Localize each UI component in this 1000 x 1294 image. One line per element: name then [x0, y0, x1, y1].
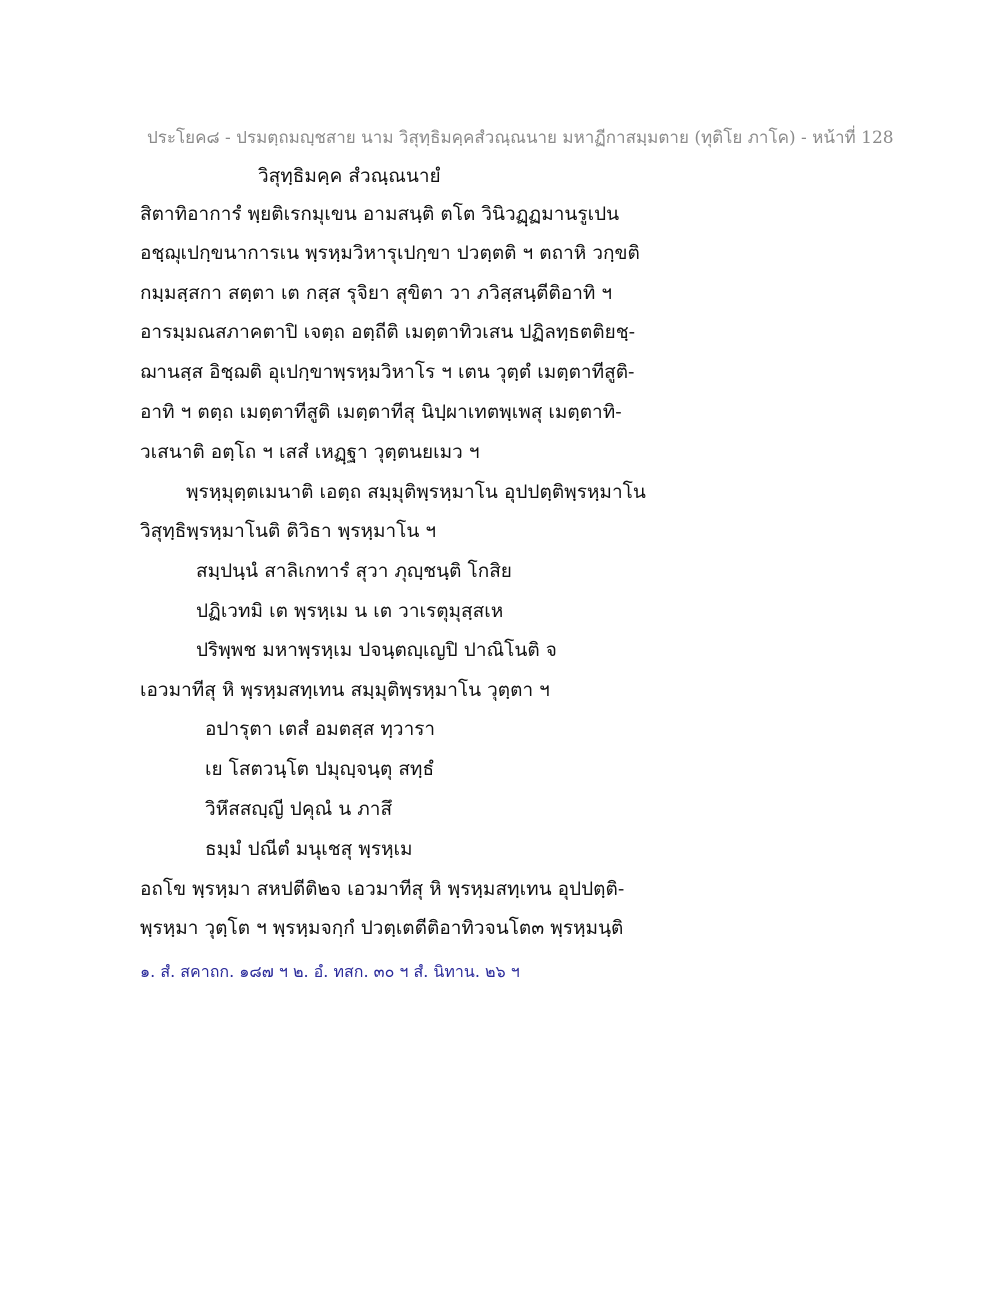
- verse1-line-3: ปริพฺพช มหาพฺรหฺเม ปจนฺตญฺเญปิ ปาณิโนติ จ: [196, 639, 557, 661]
- body-line-2: อชฺฌุเปกฺขนาการเน พฺรหฺมวิหารุเปกฺขา ปวตฺตติ ฯ ตถาหิ วกฺขติ: [140, 242, 640, 264]
- section-title: วิสุทฺธิมคฺค สํวณฺณนายํ: [258, 165, 441, 187]
- body-end-line-2: พฺรหฺมา วุตฺโต ฯ พฺรหฺมจกฺกํ ปวตฺเตตีติอาทิวจนโต๓ พฺรหฺมนฺติ: [140, 917, 624, 939]
- verse2-line-2: เย โสตวนฺโต ปมุญฺจนฺตุ สทฺธํ: [205, 758, 435, 780]
- body-line-7: วเสนาติ อตฺโถ ฯ เสสํ เหฏฺฐา วุตฺตนยเมว ฯ: [140, 441, 480, 463]
- body-line-5: ฌานสฺส อิชฺฌติ อุเปกฺขาพฺรหฺมวิหาโร ฯ เตน วุตฺตํ เมตฺตาทีสูติ-: [140, 361, 635, 383]
- running-header: ประโยค๘ - ปรมตฺถมญฺชสาย นาม วิสุทฺธิมคฺคสํวณฺณนาย มหาฏีกาสมฺมตาย (ทุติโย ภาโค) - หน้าที่ 128: [147, 128, 894, 148]
- body-line-4: อารมฺมณสภาคตาปิ เจตฺถ อตฺถีติ เมตฺตาทิวเสน ปฏิลทฺธตติยชฺ-: [140, 321, 636, 343]
- body-line-8: พฺรหฺมุตฺตเมนาติ เอตฺถ สมฺมุติพฺรหฺมาโน อุปปตฺติพฺรหฺมาโน: [186, 481, 646, 503]
- body-line-3: กมฺมสฺสกา สตฺตา เต กสฺส รุจิยา สุขิตา วา ภวิสฺสนฺตีติอาทิ ฯ: [140, 282, 613, 304]
- body-line-9: วิสุทฺธิพฺรหฺมาโนติ ติวิธา พฺรหฺมาโน ฯ: [140, 520, 437, 542]
- body-end-line-1: อถโข พฺรหฺมา สหปตีติ๒จ เอวมาทีสุ หิ พฺรหฺมสทฺเทน อุปปตฺติ-: [140, 878, 625, 900]
- verse2-line-1: อปารุตา เตสํ อมตสฺส ทฺวารา: [205, 718, 436, 740]
- footnote: ๑. สํ. สคาถก. ๑๘๗ ฯ ๒. อํ. ทสก. ๓๐ ฯ สํ. นิทาน. ๒๖ ฯ: [140, 962, 520, 981]
- verse2-line-3: วิหึสสญฺญี ปคุณํ น ภาสึ: [205, 798, 393, 820]
- body-mid-line: เอวมาทีสุ หิ พฺรหฺมสทฺเทน สมฺมุติพฺรหฺมาโน วุตฺตา ฯ: [140, 679, 550, 701]
- verse2-line-4: ธมฺมํ ปณีตํ มนุเชสุ พฺรหฺเม: [205, 838, 413, 860]
- body-line-1: สิตาทิอาการํ พฺยติเรกมุเขน อามสนฺติ ตโต วินิวฏฺฏมานรูเปน: [140, 203, 620, 225]
- verse1-line-2: ปฏิเวทมิ เต พฺรหฺเม น เต วาเรตุมุสฺสเห: [196, 600, 504, 622]
- verse1-line-1: สมฺปนฺนํ สาลิเกทารํ สุวา ภุญฺชนฺติ โกสิย: [196, 560, 512, 582]
- body-line-6: อาทิ ฯ ตตฺถ เมตฺตาทีสูติ เมตฺตาทีสุ นิปฺผาเทตพฺเพสุ เมตฺตาทิ-: [140, 401, 622, 423]
